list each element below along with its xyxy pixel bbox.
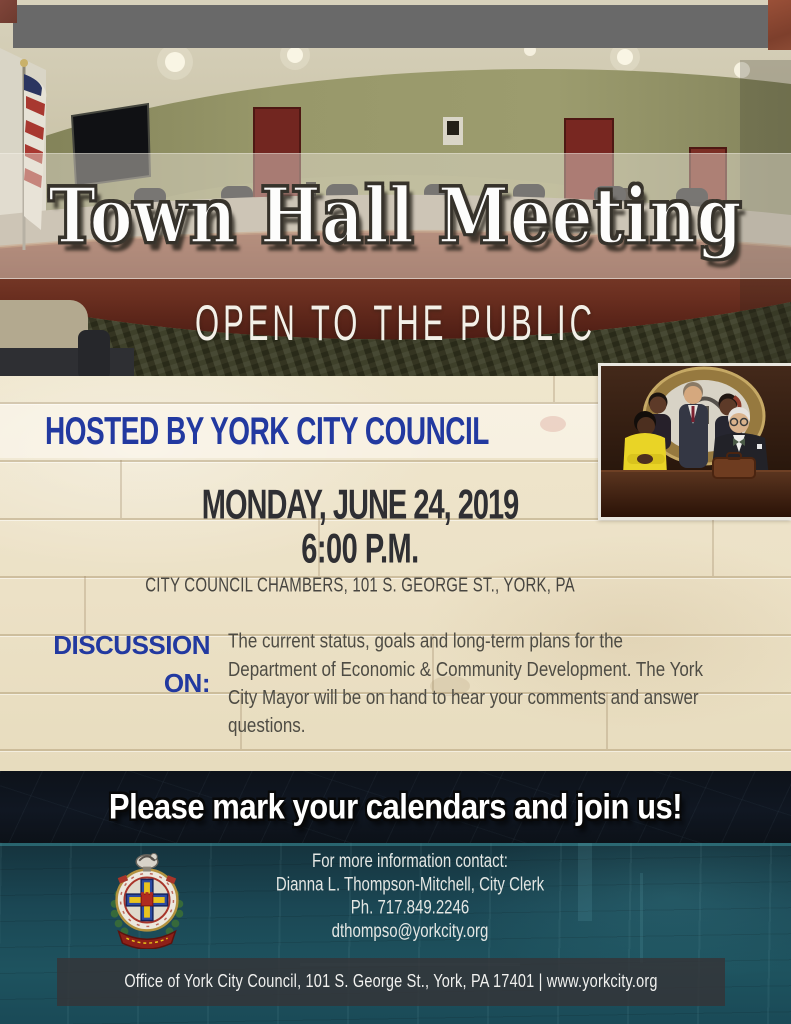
hosted-by-heading: HOSTED BY YORK CITY COUNCIL: [45, 409, 489, 453]
flyer-subtitle: OPEN TO THE PUBLIC: [194, 295, 597, 351]
contact-phone: Ph. 717.849.2246: [350, 896, 470, 919]
wall-camera: [443, 117, 463, 145]
contact-email: dthompso@yorkcity.org: [331, 920, 489, 943]
footer-section: [0, 843, 791, 1024]
teal-divider-line: [0, 843, 791, 846]
hero-photo: [0, 0, 791, 377]
cta-text: Please mark your calendars and join us!: [108, 786, 683, 827]
contact-heading: For more information contact:: [312, 850, 508, 873]
brick-joint: [553, 376, 555, 402]
council-members-photo: [598, 363, 791, 520]
event-location: CITY COUNCIL CHAMBERS, 101 S. GEORGE ST., YORK, PA: [145, 574, 575, 597]
discussion-label: [0, 626, 210, 702]
contact-block: [130, 850, 690, 944]
title-band: [0, 153, 791, 279]
contact-name: Dianna L. Thompson-Mitchell, City Clerk: [275, 873, 545, 896]
event-time: 6:00 P.M.: [301, 526, 419, 573]
event-date: MONDAY, JUNE 24, 2019: [201, 482, 519, 529]
brick-texture-corner: [768, 0, 791, 50]
discussion-body: The current status, goals and long-term plans for the Department of Economic & Community Development. The York City Mayor will be on hand to hear your comments and answer questions.: [228, 629, 703, 737]
discussion-label-line1: DISCUSSION: [53, 630, 210, 660]
york-city-council-members-photo: [601, 366, 791, 517]
brick-joint: [712, 518, 714, 576]
flyer-title: Town Hall Meeting: [48, 171, 743, 261]
hero-top-gray-bar: [13, 5, 770, 48]
footer-address-text: Office of York City Council, 101 S. George St., York, PA 17401 | www.yorkcity.org: [124, 972, 658, 992]
mortar-line: [0, 749, 791, 751]
footer-address-bar: [57, 958, 725, 1006]
discussion-label-line2: ON:: [163, 668, 210, 698]
cta-band: [0, 771, 791, 843]
brick-wall-section: [0, 376, 791, 771]
brick-texture-corner: [0, 0, 17, 23]
